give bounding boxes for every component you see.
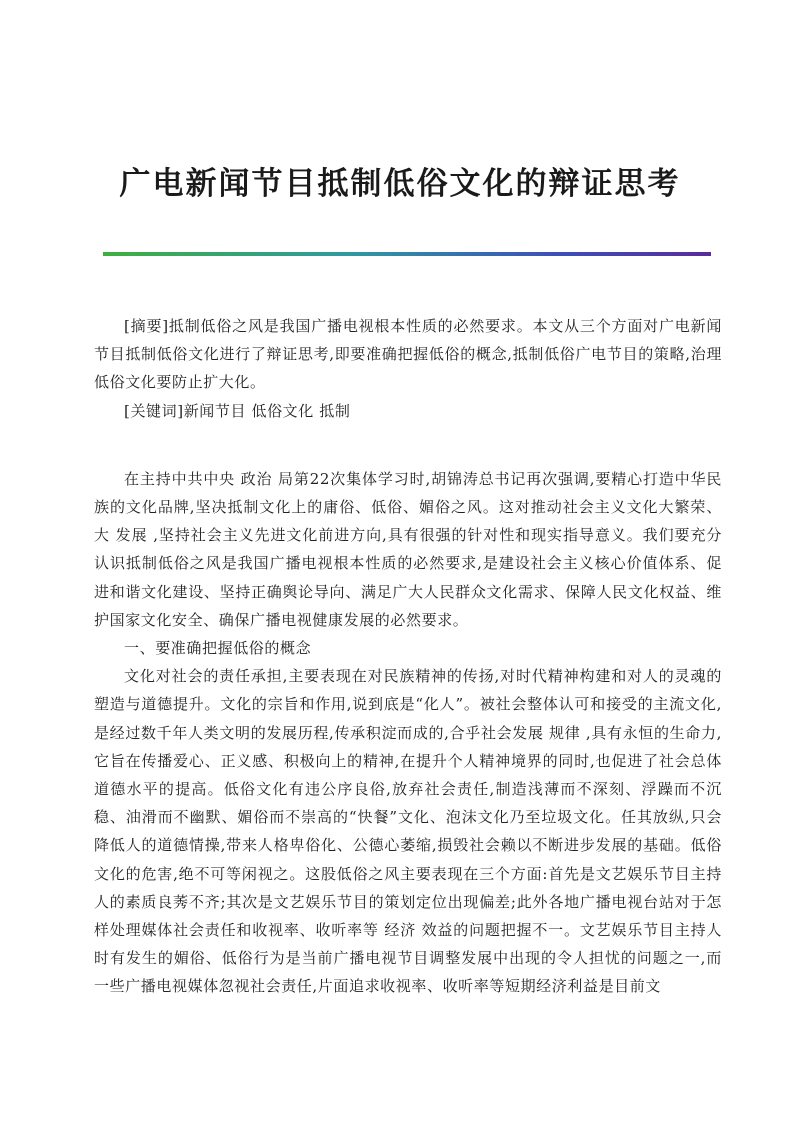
body-paragraph: 文化对社会的责任承担,主要表现在对民族精神的传扬,对时代精神构建和对人的灵魂的塑造与道德提升。文化的宗旨和作用,说到底是“化人”。被社会整体认可和接受的主流文化,是经过数千年人类文明的发展历程,传承积淀而成的,合乎社会发展 规律 ,具有永恒的生命力,它旨在传播爱心、正义感、积极向上的精神,在提升个人精神境界的同时,也促进了社会总体道德水平的提高。低俗文化有违公序良俗,放弃社会责任,制造浅薄而不深刻、浮躁而不沉稳、油滑而不幽默、媚俗而不崇高的“快餐”文化、泡沫文化乃至垃圾文化。任其放纵,只会降低人的道德情操,带来人格卑俗化、公德心萎缩,损毁社会赖以不断进步发展的基础。低俗文化的危害,绝不可等闲视之。这股低俗之风主要表现在三个方面:首先是文艺娱乐节目主持人的素质良莠不齐;其次是文艺娱乐节目的策划定位出现偏差;此外各地广播电视台站对于怎样处理媒体社会责任和收视率、收听率等 经济 效益的问题把握不一。文艺娱乐节目主持人时有发生的媚俗、低俗行为是当前广播电视节目调整发展中出现的令人担忧的问题之一,而一些广播电视媒体忽视社会责任,片面追求收视率、收听率等短期经济利益是目前文 bbox=[94, 667, 722, 996]
section-heading: 一、要准确把握低俗的概念 bbox=[124, 639, 312, 658]
body-paragraph: 在主持中共中央 政治 局第22次集体学习时,胡锦涛总书记再次强调,要精心打造中华民族的文化品牌,坚决抵制文化上的庸俗、低俗、媚俗之风。这对推动社会主义文化大繁荣、大 发展 ,坚持社会主义先进文化前进方向,具有很强的针对性和现实指导意义。我们要充分认识抵制低俗之风是我国广播电视根本性质的必然要求,是建设社会主义核心价值体系、促进和谐文化建设、坚持正确舆论导向、满足广大人民群众文化需求、保障人民文化权益、维护国家文化安全、确保广播电视健康发展的必然要求。 bbox=[94, 469, 722, 629]
abstract-paragraph: [摘要]抵制低俗之风是我国广播电视根本性质的必然要求。本文从三个方面对广电新闻节目抵制低俗文化进行了辩证思考,即要准确把握低俗的概念,抵制低俗广电节目的策略,治理低俗文化要防止扩大化。 bbox=[94, 317, 722, 392]
keywords-line: [关键词]新闻节目 低俗文化 抵制 bbox=[124, 401, 351, 420]
title-divider bbox=[103, 252, 711, 256]
document-body bbox=[94, 312, 722, 1001]
paragraph-gap bbox=[94, 425, 722, 465]
document-title: 广电新闻节目抵制低俗文化的辩证思考 bbox=[119, 166, 681, 202]
